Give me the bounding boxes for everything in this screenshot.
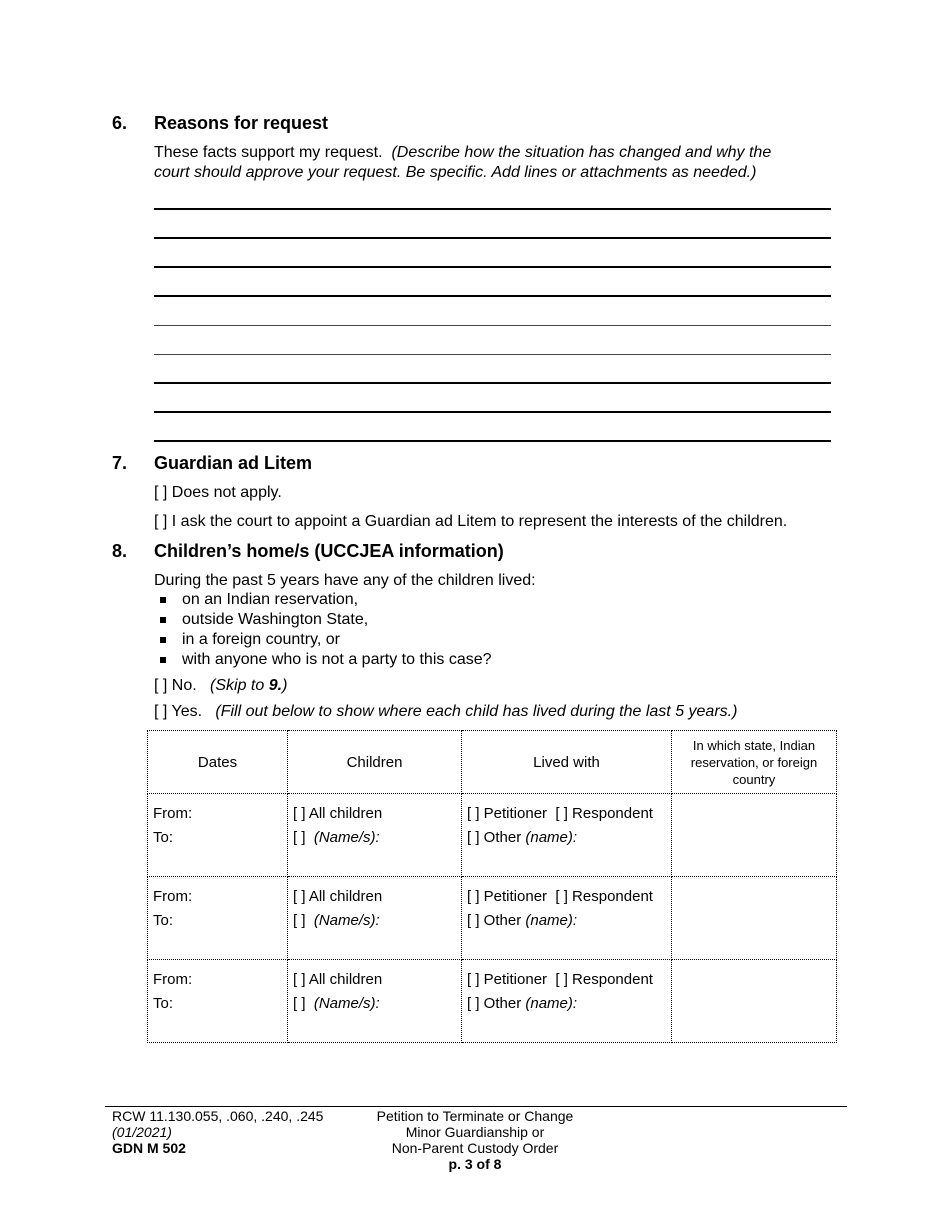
- section-7-number: 7.: [112, 453, 128, 473]
- respondent-option[interactable]: [ ] Respondent: [555, 805, 653, 822]
- names-checkbox[interactable]: [ ]: [293, 912, 306, 929]
- section-6-number: 6.: [112, 113, 128, 133]
- uccjea-no-option[interactable]: [154, 676, 287, 696]
- all-children-option[interactable]: [ ] All children: [293, 805, 383, 822]
- write-in-line[interactable]: [154, 440, 831, 442]
- bullet-item: in a foreign country, or: [182, 631, 341, 648]
- bullet-icon: [160, 597, 166, 603]
- table-row: [148, 794, 837, 877]
- write-in-line[interactable]: [154, 325, 831, 326]
- petitioner-option[interactable]: [ ] Petitioner: [467, 888, 548, 905]
- section-6-instruction-line1: (Describe how the situation has changed and why the: [391, 144, 772, 161]
- gal-does-not-apply-option[interactable]: [ ] Does not apply.: [154, 484, 282, 501]
- all-children-option[interactable]: [ ] All children: [293, 888, 383, 905]
- other-name-label: (name):: [525, 912, 578, 929]
- names-checkbox[interactable]: [ ]: [293, 829, 306, 846]
- respondent-option[interactable]: [ ] Respondent: [555, 888, 653, 905]
- write-in-line[interactable]: [154, 208, 831, 210]
- lived-with-options: [467, 968, 665, 992]
- uccjea-yes-option[interactable]: [154, 702, 737, 722]
- names-checkbox[interactable]: [ ]: [293, 995, 306, 1012]
- section-8-number: 8.: [112, 541, 128, 561]
- names-option[interactable]: [293, 826, 455, 850]
- footer-title-line2: Minor Guardianship or: [405, 1124, 545, 1140]
- petitioner-option[interactable]: [ ] Petitioner: [467, 971, 548, 988]
- from-label[interactable]: From:: [153, 971, 193, 988]
- write-in-line[interactable]: [154, 354, 831, 355]
- location-cell[interactable]: [672, 877, 837, 960]
- names-label: (Name/s):: [313, 995, 380, 1012]
- skip-note: (Skip to: [210, 677, 265, 694]
- header-children: Children: [288, 731, 462, 794]
- section-6-instruction-line2: court should approve your request. Be specific. Add lines or attachments as needed.): [154, 164, 757, 181]
- header-lived-with: Lived with: [462, 731, 672, 794]
- section-8-question: During the past 5 years have any of the children lived:: [154, 572, 536, 589]
- other-checkbox[interactable]: [ ] Other: [467, 912, 522, 929]
- location-cell[interactable]: [672, 960, 837, 1043]
- bullet-icon: [160, 657, 166, 663]
- all-children-option[interactable]: [ ] All children: [293, 971, 383, 988]
- section-7-title: Guardian ad Litem: [154, 453, 313, 473]
- bullet-icon: [160, 637, 166, 643]
- skip-section-number: 9.: [268, 677, 283, 694]
- section-8-title: Children’s home/s (UCCJEA information): [154, 541, 504, 561]
- to-label[interactable]: To:: [153, 995, 174, 1012]
- footer-date: (01/2021): [112, 1124, 172, 1140]
- footer-divider: [105, 1106, 847, 1107]
- gal-appoint-option[interactable]: [ ] I ask the court to appoint a Guardian ad Litem to represent the interests of the children.: [154, 513, 788, 530]
- header-location: In which state, Indian reservation, or foreign country: [672, 731, 837, 794]
- footer-form-number: GDN M 502: [112, 1140, 186, 1156]
- header-dates: Dates: [148, 731, 288, 794]
- yes-checkbox-label[interactable]: [ ] Yes.: [154, 703, 203, 720]
- petitioner-option[interactable]: [ ] Petitioner: [467, 805, 548, 822]
- bullet-item: with anyone who is not a party to this case?: [182, 651, 492, 668]
- names-label: (Name/s):: [313, 912, 380, 929]
- other-option[interactable]: [467, 909, 665, 933]
- bullet-icon: [160, 617, 166, 623]
- section-6-title: Reasons for request: [154, 113, 329, 133]
- table-row: [148, 960, 837, 1043]
- yes-note: (Fill out below to show where each child has lived during the last 5 years.): [215, 703, 738, 720]
- lived-with-options: [467, 802, 665, 826]
- no-checkbox-label[interactable]: [ ] No.: [154, 677, 197, 694]
- names-option[interactable]: [293, 909, 455, 933]
- footer-title-line3: Non-Parent Custody Order: [391, 1140, 559, 1156]
- uccjea-table: [147, 730, 837, 1043]
- table-row: [148, 877, 837, 960]
- other-name-label: (name):: [525, 829, 578, 846]
- respondent-option[interactable]: [ ] Respondent: [555, 971, 653, 988]
- other-option[interactable]: [467, 992, 665, 1016]
- write-in-line[interactable]: [154, 266, 831, 268]
- other-checkbox[interactable]: [ ] Other: [467, 995, 522, 1012]
- skip-note-close: ): [282, 677, 288, 694]
- write-in-line[interactable]: [154, 295, 831, 297]
- other-checkbox[interactable]: [ ] Other: [467, 829, 522, 846]
- footer-rcw: RCW 11.130.055, .060, .240, .245: [112, 1108, 324, 1124]
- from-label[interactable]: From:: [153, 888, 193, 905]
- bullet-item: on an Indian reservation,: [182, 591, 359, 608]
- table-header-row: [148, 731, 837, 794]
- write-in-line[interactable]: [154, 237, 831, 239]
- write-in-line[interactable]: [154, 411, 831, 413]
- other-name-label: (name):: [525, 995, 578, 1012]
- from-label[interactable]: From:: [153, 805, 193, 822]
- names-option[interactable]: [293, 992, 455, 1016]
- to-label[interactable]: To:: [153, 912, 174, 929]
- write-in-line[interactable]: [154, 382, 831, 384]
- names-label: (Name/s):: [313, 829, 380, 846]
- section-6-instructions: [154, 143, 771, 183]
- bullet-item: outside Washington State,: [182, 611, 369, 628]
- to-label[interactable]: To:: [153, 829, 174, 846]
- footer-title-line1: Petition to Terminate or Change: [376, 1108, 574, 1124]
- other-option[interactable]: [467, 826, 665, 850]
- lived-with-options: [467, 885, 665, 909]
- location-cell[interactable]: [672, 794, 837, 877]
- section-6-lead: These facts support my request.: [154, 144, 383, 161]
- footer-page-number: p. 3 of 8: [448, 1156, 502, 1172]
